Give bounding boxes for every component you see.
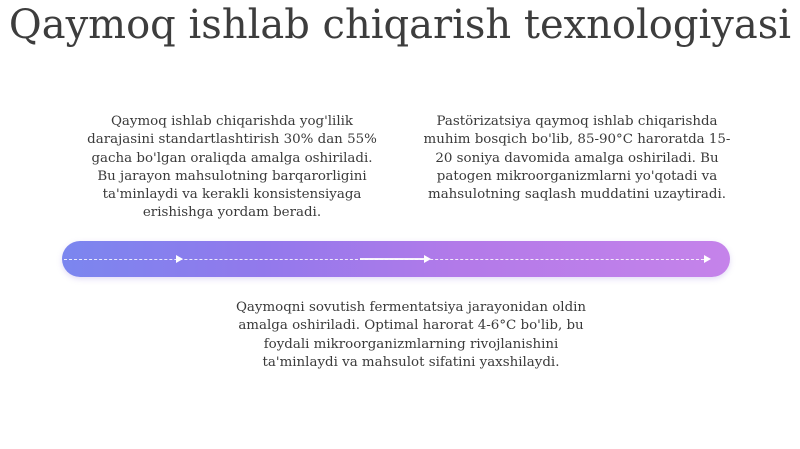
step-3-description: Qaymoqni sovutish fermentatsiya jarayonidan oldin amalga oshiriladi. Optimal harorat 4-6°C bo'lib, bu foydali mikroorganizmlarning rivojlanishini ta'minlaydi va mahsulot sifatini yaxshilaydi.	[235, 300, 587, 370]
timeline-arrow-1-icon	[176, 255, 183, 263]
step-2-description: Pastörizatsiya qaymoq ishlab chiqarishda muhim bosqich bo'lib, 85-90°C haroratda 15-20 soniya davomida amalga oshiriladi. Bu patogen mikroorganizmlarni yo'qotadi va mahsulotning saqlash muddatini uzaytiradi.	[423, 114, 731, 203]
timeline-solid-segment	[360, 258, 428, 260]
page-title: Qaymoq ishlab chiqarish texnologiyasi	[8, 2, 792, 48]
step-1-description: Qaymoq ishlab chiqarishda yog'lilik darajasini standartlashtirish 30% dan 55% gacha bo'lgan oraliqda amalga oshiriladi. Bu jarayon mahsulotning barqarorligini ta'minlaydi va kerakli konsistensiyaga erishishga yordam beradi.	[87, 114, 377, 221]
timeline-arrow-2-icon	[424, 255, 431, 263]
timeline-arrow-3-icon	[704, 255, 711, 263]
